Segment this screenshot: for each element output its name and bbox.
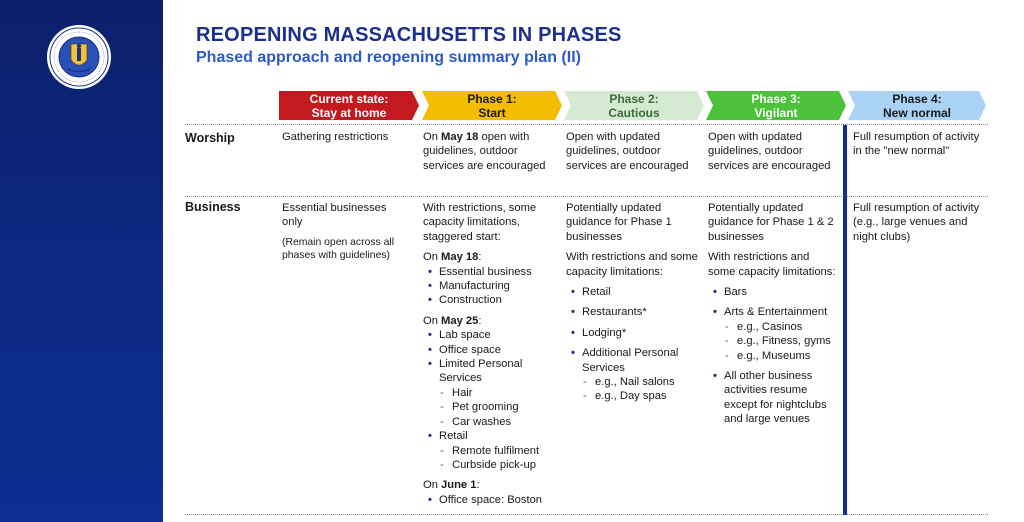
sub-list-item: - Remote fulfilment xyxy=(423,444,561,458)
row-label-business: Business xyxy=(185,200,241,214)
business-phase3: Potentially updated guidance for Phase 1 & 2 businesses With restrictions and some capacity limitations: • Bars • Arts & Entertainment - e.g., Casinos - e.g., Fitness, gyms - e.g., Museums • All other business activities resume except for nightclubs and large venues xyxy=(708,201,838,427)
phase-header-1: Phase 1: Start xyxy=(422,91,562,120)
list-item: • Additional Personal Services xyxy=(566,346,700,375)
worship-phase2: Open with updated guidelines, outdoor services are encouraged xyxy=(566,131,689,172)
phase4-divider-bar xyxy=(843,125,847,515)
business-current: Essential businesses only (Remain open across all phases with guidelines) xyxy=(282,202,395,261)
list-item: • Office space xyxy=(423,343,561,357)
list-item: • Manufacturing xyxy=(423,279,561,293)
sub-list-item: - e.g., Fitness, gyms xyxy=(708,334,838,348)
list-item: • Retail xyxy=(566,285,700,299)
business-phase2: Potentially updated guidance for Phase 1 businesses With restrictions and some capacity limitations: • Retail • Restaurants* • Lodging* • Additional Personal Services - e.g., Nail salons - e.g., Day spas xyxy=(566,201,700,404)
list-item: • Lodging* xyxy=(566,326,700,340)
row-divider-middle xyxy=(185,196,988,197)
page-subtitle: Phased approach and reopening summary plan (II) xyxy=(196,49,581,66)
june1-list xyxy=(423,493,561,507)
worship-phase4: Full resumption of activity in the "new normal" xyxy=(853,131,980,158)
row-label-worship: Worship xyxy=(185,131,235,145)
list-item: • Bars xyxy=(708,285,838,299)
sub-list-item: - e.g., Day spas xyxy=(566,389,700,403)
sub-list-item: - e.g., Casinos xyxy=(708,320,838,334)
sub-list-item: - Curbside pick-up xyxy=(423,458,561,472)
row-divider-bottom xyxy=(185,514,988,515)
row-divider-top xyxy=(185,124,988,125)
list-item: • Restaurants* xyxy=(566,305,700,319)
sub-list-item: - Hair xyxy=(423,386,561,400)
worship-phase1: On May 18 open with guidelines, outdoor services are encouraged xyxy=(423,131,546,172)
list-item: • Essential business xyxy=(423,265,561,279)
phase-header-3: Phase 3: Vigilant xyxy=(706,91,846,120)
list-item: • Construction xyxy=(423,293,561,307)
list-item: • Office space: Boston xyxy=(423,493,561,507)
list-item: • Arts & Entertainment xyxy=(708,305,838,319)
may18-list xyxy=(423,265,561,308)
list-item: • Lab space xyxy=(423,328,561,342)
business-phase1: With restrictions, some capacity limitations, staggered start: On May 18: • Essential business • Manufacturing • Construction On May 25: • Lab space • Office space • Limited Personal Services - Hair - Pet grooming - Car washes • Retail - Remote fulfilment - Curbside pick-up On June 1: • Office space: Boston xyxy=(423,201,561,507)
worship-phase3: Open with updated guidelines, outdoor services are encouraged xyxy=(708,131,831,172)
sub-list-item: - Car washes xyxy=(423,415,561,429)
sub-list-item: - e.g., Museums xyxy=(708,349,838,363)
phase-header-4: Phase 4: New normal xyxy=(848,91,986,120)
business-phase4: Full resumption of activity (e.g., large venues and night clubs) xyxy=(853,202,980,243)
page-title: REOPENING MASSACHUSETTS IN PHASES xyxy=(196,24,622,46)
worship-current: Gathering restrictions xyxy=(282,131,389,143)
phase2-business-list xyxy=(566,285,700,404)
list-item: • Retail xyxy=(423,429,561,443)
massachusetts-seal-icon xyxy=(46,24,112,90)
sub-list-item: - Pet grooming xyxy=(423,400,561,414)
list-item: • All other business activities resume except for nightclubs and large venues xyxy=(708,369,838,427)
phase-header-current: Current state: Stay at home xyxy=(279,91,419,120)
phase3-business-list xyxy=(708,285,838,427)
may25-list xyxy=(423,328,561,472)
sub-list-item: - e.g., Nail salons xyxy=(566,375,700,389)
phase-header-2: Phase 2: Cautious xyxy=(564,91,704,120)
list-item: • Limited Personal Services xyxy=(423,357,561,386)
